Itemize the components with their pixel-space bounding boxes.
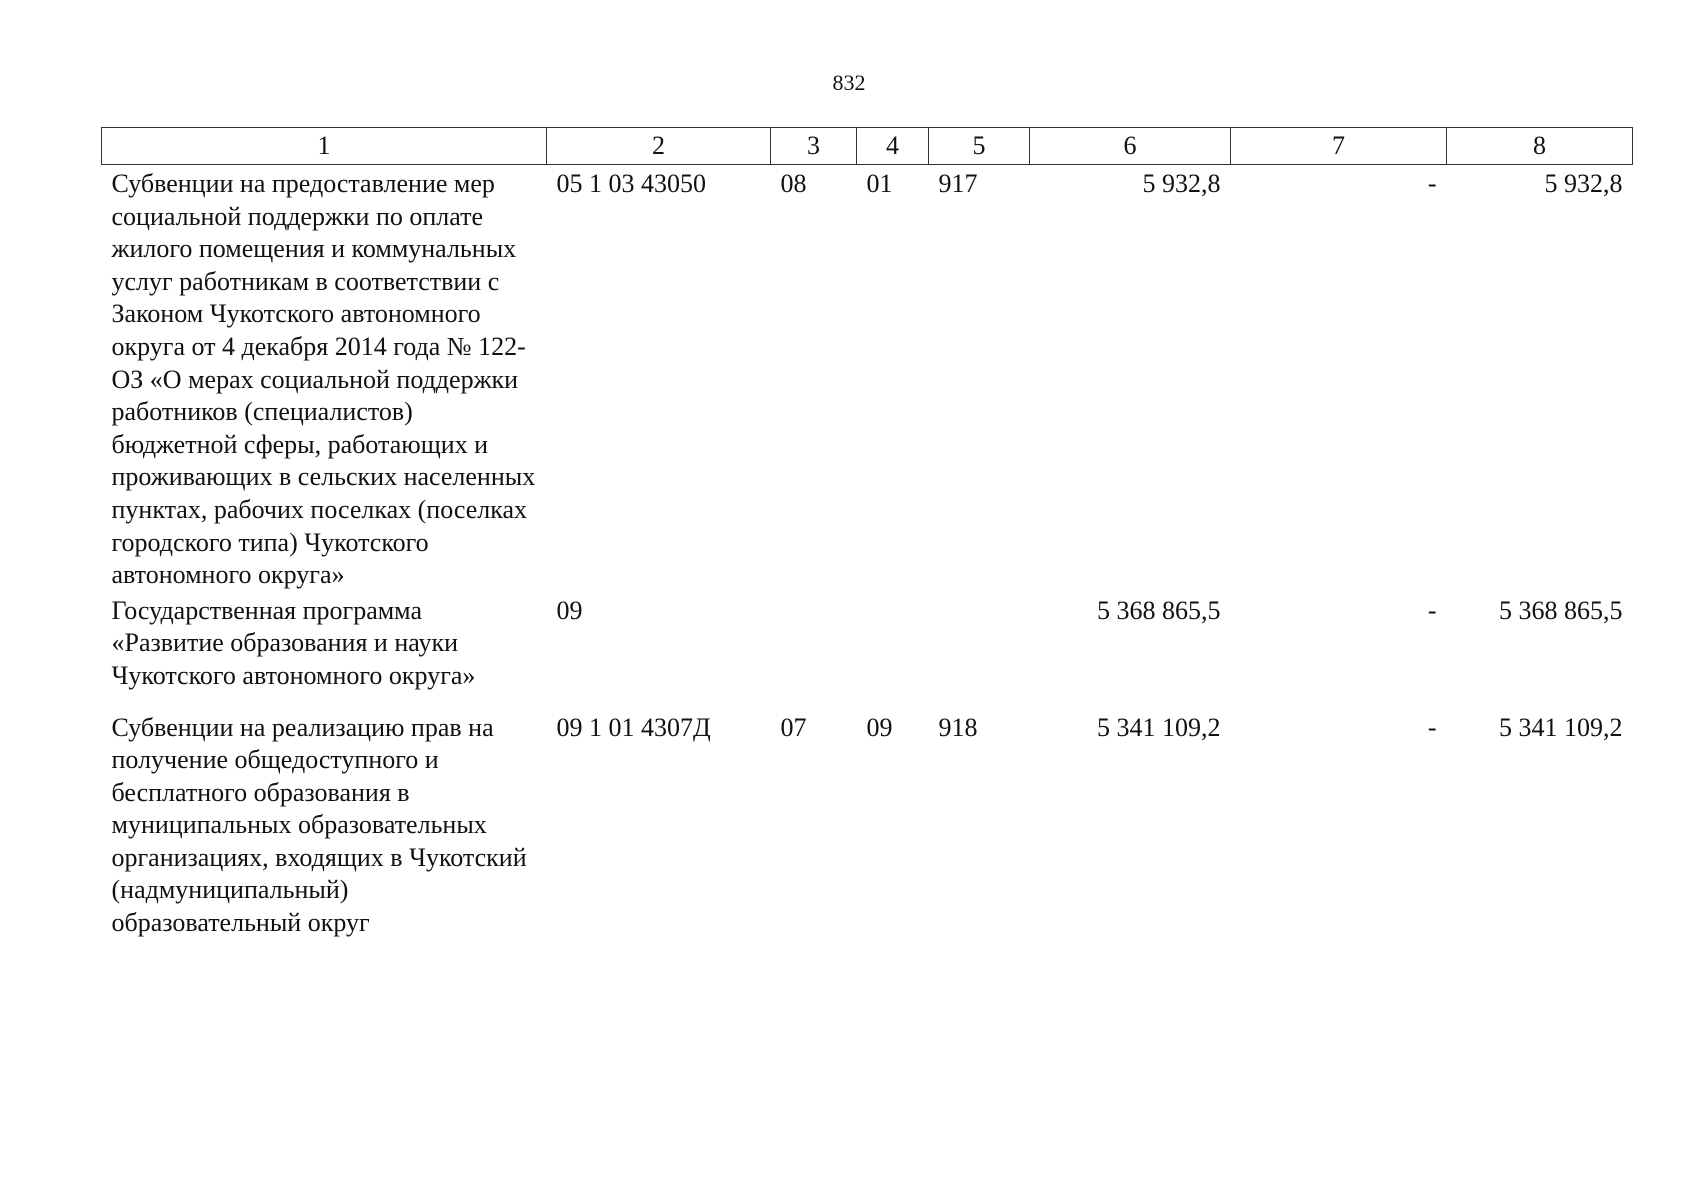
row-name: Субвенции на реализацию прав на получение общедоступного и бесплатного образования в муниципальных образовательных организациях, входящих в Чукотский (надмуниципальный) образовательный округ (111, 712, 527, 938)
table-row (102, 592, 1633, 709)
row-section: 08 (780, 169, 807, 198)
row-change: - (1427, 595, 1437, 625)
column-header-2: 2 (547, 128, 771, 165)
row-change: - (1427, 169, 1437, 198)
row-amount: 5 368 865,5 (1097, 595, 1221, 625)
row-subsection (857, 592, 929, 709)
page-number: 832 (832, 70, 866, 95)
column-header-1: 1 (102, 128, 547, 165)
column-header-8: 8 (1447, 128, 1633, 165)
row-subsection: 09 (866, 712, 893, 742)
row-grbs: 917 (938, 169, 978, 198)
row-code: 05 1 03 43050 (556, 169, 706, 198)
row-code: 09 (556, 595, 583, 625)
budget-table (101, 127, 1633, 940)
column-header-4: 4 (857, 128, 929, 165)
table-header-row (102, 128, 1633, 165)
row-subsection: 01 (866, 169, 893, 198)
row-grbs: 918 (938, 712, 978, 742)
row-change: - (1427, 712, 1437, 742)
row-total: 5 932,8 (1544, 169, 1623, 198)
row-name: Субвенции на предоставление мер социальной поддержки по оплате жилого помещения и коммунальных услуг работникам в соответствии с Законом Чукотского автономного округа от 4 декабря 2014 года № 122-ОЗ «О мерах социальной поддержки работников (специалистов) бюджетной сферы, работающих и проживающих в сельских населенных пунктах, рабочих поселках (поселках городского типа) Чукотского автономного округа» (111, 169, 536, 590)
row-grbs (929, 592, 1030, 709)
column-header-7: 7 (1231, 128, 1447, 165)
row-total: 5 341 109,2 (1499, 712, 1623, 742)
row-code: 09 1 01 4307Д (556, 712, 711, 742)
row-amount: 5 932,8 (1142, 169, 1221, 198)
row-total: 5 368 865,5 (1499, 595, 1623, 625)
column-header-5: 5 (929, 128, 1030, 165)
row-section (771, 592, 857, 709)
row-amount: 5 341 109,2 (1097, 712, 1221, 742)
column-header-6: 6 (1030, 128, 1231, 165)
column-header-3: 3 (771, 128, 857, 165)
table-row (102, 709, 1633, 940)
row-name: Государственная программа «Развитие образования и науки Чукотского автономного округа» (111, 595, 476, 690)
table-row (102, 165, 1633, 592)
row-section: 07 (780, 712, 807, 742)
